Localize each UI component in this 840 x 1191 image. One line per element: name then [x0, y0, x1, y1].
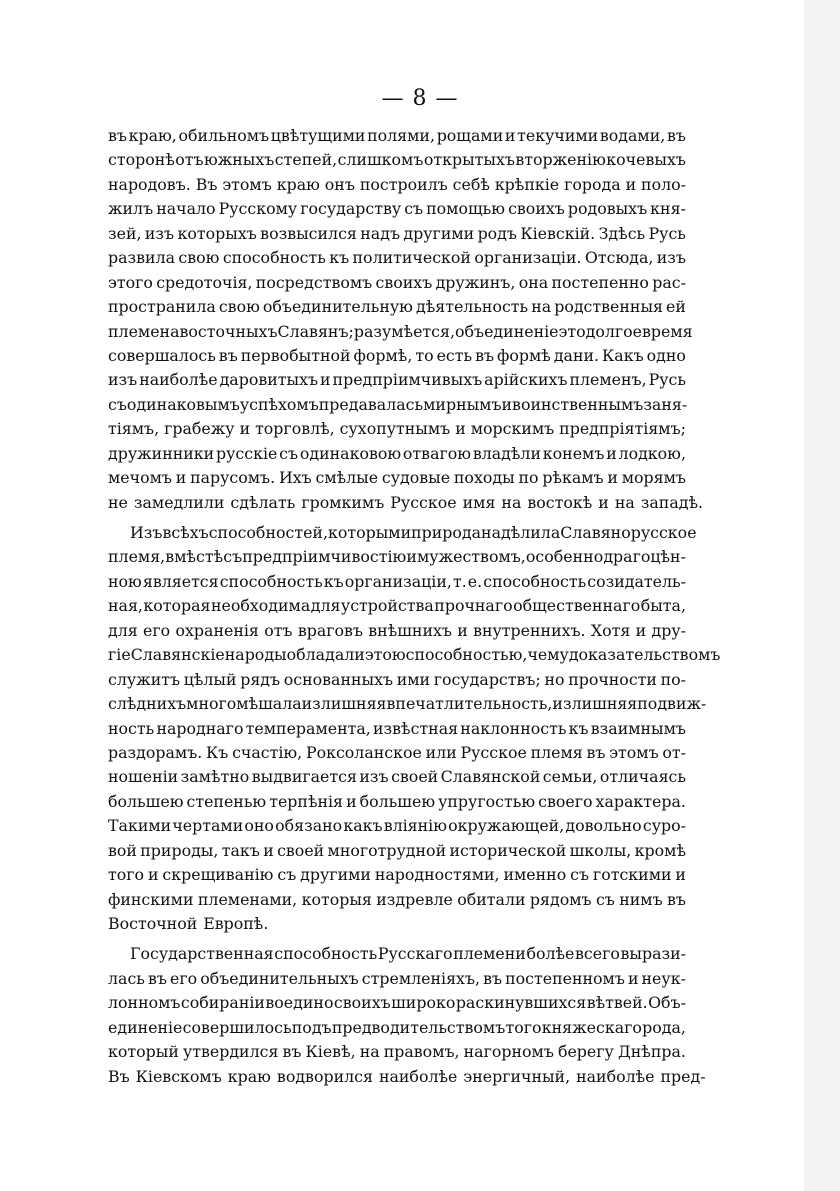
text-line: тіямъ, грабежу и торговлѣ, сухопутнымъ и морскимъ предпріятіямъ;: [108, 419, 686, 439]
text-line: слѣднихъ много мѣшала излишняя впечатлительность, излишняя подвиж-: [108, 694, 707, 714]
text-line: дружинники русскіе съ одинаковою отвагою владѣли конемъ и лодкою,: [108, 443, 686, 463]
text-line: не замедлили сдѣлать громкимъ Русское имя на востокѣ и на западѣ.: [108, 492, 704, 512]
paragraph: [108, 124, 704, 515]
text-line: ная, которая необходима для устройства прочнаго общественнаго быта,: [108, 596, 686, 616]
text-line: раздорамъ. Къ счастію, Роксоланское или Русское племя въ этомъ от-: [108, 742, 686, 762]
text-line: съ одинаковымъ успѣхомъ предавалась мирнымъ и воинственнымъ заня-: [108, 394, 688, 414]
text-line: Изъ всѣхъ способностей, которыми природа надѣлила Славянорусское: [130, 523, 697, 542]
text-line: вой природы, такъ и своей многотрудной исторической школы, кромѣ: [108, 840, 686, 860]
text-line: Государственная способность Русскаго племени болѣе всего вырази-: [130, 944, 686, 964]
text-line: лонномъ собираніи воедино своихъ широко раскинувшихся вѣтвей. Объ-: [108, 993, 686, 1013]
text-line: служитъ цѣлый рядъ основанныхъ ими государствъ; но прочности по-: [108, 669, 686, 689]
text-line: единеніе совершилось подъ предводительствомъ того княжескаго рода,: [108, 1017, 686, 1037]
scan-edge-shadow: [804, 0, 840, 1191]
text-line: совершалось въ первобытной формѣ, то есть въ формѣ дани. Какъ одно: [108, 345, 686, 365]
text-line: ность народнаго темперамента, извѣстная наклонность къ взаимнымъ: [108, 718, 686, 738]
text-line: ною является способность къ организаціи, т. е. способность созидатель-: [108, 571, 686, 591]
text-line: для его охраненія отъ враговъ внѣшнихъ и внутреннихъ. Хотя и дру-: [108, 620, 686, 640]
text-line: Такими чертами оно обязано какъ вліянію окружающей, довольно суро-: [108, 816, 686, 836]
text-line: большею степенью терпѣнія и большею упругостью своего характера.: [108, 791, 686, 811]
text-line: пространила свою объединительную дѣятельность на родственныя ей: [108, 297, 686, 317]
text-line: зей, изъ которыхъ возвысился надъ другими родъ Кіевскій. Здѣсь Русь: [108, 223, 686, 243]
paragraph: [108, 942, 706, 1089]
text-line: изъ наиболѣе даровитыхъ и предпріимчивыхъ арійскихъ племенъ, Русь: [108, 370, 686, 390]
text-line: Въ Кіевскомъ краю водворился наиболѣе энергичный, наиболѣе пред-: [108, 1066, 706, 1086]
text-line: того и скрещиванію съ другими народностями, именно съ готскими и: [108, 865, 686, 885]
text-line: мечомъ и парусомъ. Ихъ смѣлые судовые походы по рѣкамъ и морямъ: [108, 468, 686, 488]
text-line: этого средоточія, посредствомъ своихъ дружинъ, она постепенно рас-: [108, 272, 686, 292]
text-line: сторонѣ отъ южныхъ степей, слишкомъ открытыхъ вторженію кочевыхъ: [108, 150, 686, 170]
text-line: гіе Славянскіе народы обладали этою способностью, чему доказательствомъ: [108, 645, 721, 665]
text-line: племена восточныхъ Славянъ; разумѣется, объединеніе это долгое время: [108, 321, 693, 341]
text-line: ношеніи замѣтно выдвигается изъ своей Славянской семьи, отличаясь: [108, 767, 686, 787]
text-line: Восточной Европѣ.: [108, 914, 269, 933]
body-text: [108, 124, 721, 1089]
text-line: развила свою способность къ политической организаціи. Отсюда, изъ: [108, 248, 686, 268]
page-number: — 8 —: [381, 86, 459, 111]
text-line: въ краю, обильномъ цвѣтущими полями, рощами и текучими водами, въ: [108, 126, 686, 145]
text-line: племя, вмѣстѣ съ предпріимчивостію и мужествомъ, особенно драгоцѣн-: [108, 547, 686, 567]
paragraph: [108, 521, 721, 936]
text-line: народовъ. Въ этомъ краю онъ построилъ себѣ крѣпкіе города и поло-: [108, 174, 686, 194]
text-line: жилъ начало Русскому государству съ помощью своихъ родовыхъ кня-: [108, 199, 686, 219]
text-line: финскими племенами, которыя издревле обитали рядомъ съ нимъ въ: [108, 889, 686, 909]
text-line: лась въ его объединительныхъ стремленіяхъ, въ постепенномъ и неук-: [108, 968, 686, 988]
text-line: который утвердился въ Кіевѣ, на правомъ, нагорномъ берегу Днѣпра.: [108, 1042, 686, 1062]
